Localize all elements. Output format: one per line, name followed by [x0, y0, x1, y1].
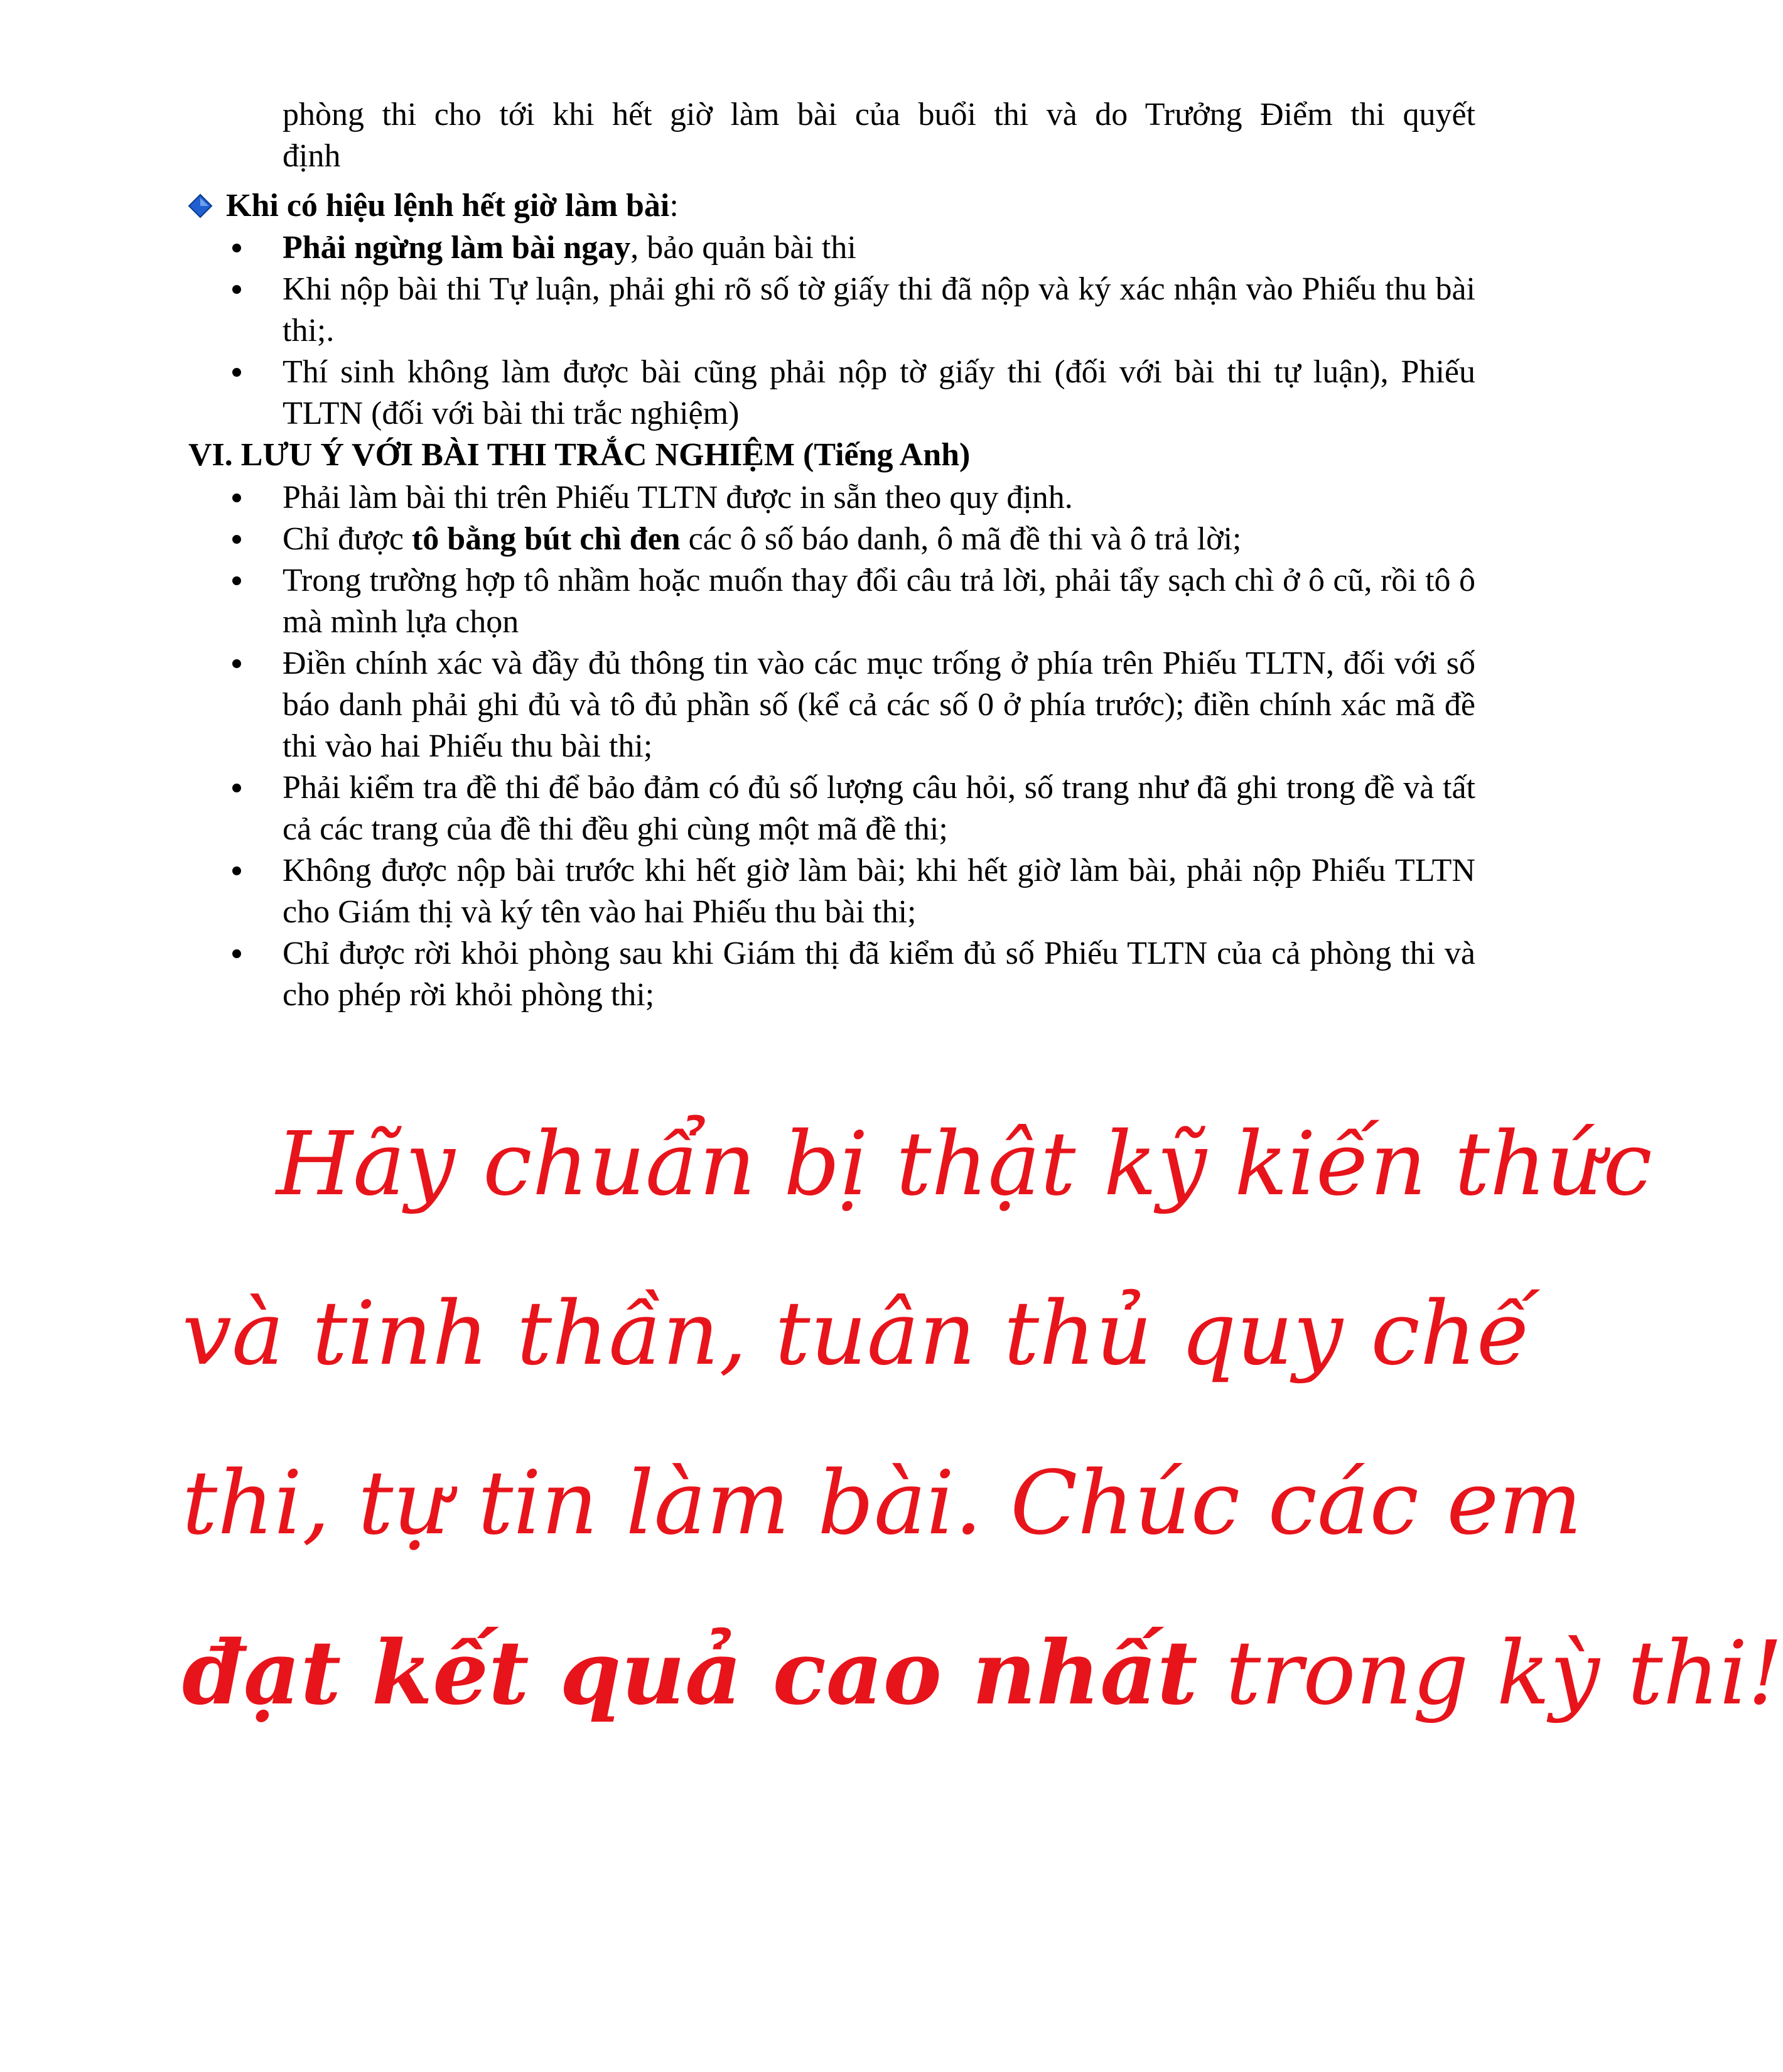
bullet-dot — [232, 368, 241, 377]
bullet-dot — [232, 949, 241, 958]
bullet-dot — [232, 784, 241, 792]
list-item-text: Điền chính xác và đầy đủ thông tin vào các mục trống ở phía trên Phiếu TLTN, đối với số báo danh phải ghi đủ và tô đủ phần số (kể cả các số 0 ở phía trước); điền chính xác mã đề thi vào hai Phiếu thu bài thi; — [283, 645, 1475, 764]
closing-emphasis: đạt kết quả cao nhất — [182, 1622, 1198, 1725]
time-up-list — [226, 227, 1475, 434]
list-item — [226, 643, 1475, 767]
time-up-heading — [188, 185, 679, 227]
list-item — [226, 519, 1475, 560]
list-item-text: Không được nộp bài trước khi hết giờ làm bài; khi hết giờ làm bài, phải nộp Phiếu TLTN cho Giám thị và ký tên vào hai Phiếu thu bài thi; — [283, 853, 1475, 930]
list-item-text: các ô số báo danh, ô mã đề thi và ô trả lời; — [680, 521, 1242, 557]
bullet-dot — [232, 659, 241, 668]
time-up-heading-text: Khi có hiệu lệnh hết giờ làm bài — [226, 188, 670, 224]
intro-line-1: phòng thi cho tới khi hết giờ làm bài của buổi thi và do Trưởng Điểm thi quyết — [283, 97, 1475, 132]
list-item-text: Khi nộp bài thi Tự luận, phải ghi rõ số tờ giấy thi đã nộp và ký xác nhận vào Phiếu thu bài thi;. — [283, 271, 1475, 348]
time-up-heading-colon: : — [669, 188, 679, 224]
list-item-text: Phải kiểm tra đề thi để bảo đảm có đủ số lượng câu hỏi, số trang như đã ghi trong đề và tất cả các trang của đề thi đều ghi cùng một mã đề thi; — [283, 770, 1475, 847]
list-item — [226, 767, 1475, 850]
section-vi-list — [226, 477, 1475, 1016]
list-item — [226, 850, 1475, 933]
closing-line-4-rest: trong kỳ thi! — [1197, 1622, 1783, 1725]
bullet-dot — [232, 866, 241, 875]
bullet-dot — [232, 285, 241, 294]
bullet-dot — [232, 244, 241, 252]
list-item — [226, 269, 1475, 352]
list-item-bold: Phải ngừng làm bài ngay — [283, 230, 631, 266]
list-item-text: Chỉ được rời khỏi phòng sau khi Giám thị đã kiểm đủ số Phiếu TLTN của cả phòng thi và cho phép rời khỏi phòng thi; — [283, 936, 1475, 1013]
closing-line-2: và tinh thần, tuân thủ quy chế — [182, 1283, 1531, 1385]
list-item — [226, 227, 1475, 269]
list-item-text: Phải làm bài thi trên Phiếu TLTN được in sẵn theo quy định. — [283, 480, 1073, 515]
list-item — [226, 933, 1475, 1016]
closing-line-1: Hãy chuẩn bị thật kỹ kiến thức — [276, 1113, 1652, 1216]
intro-line-2: định — [283, 138, 341, 174]
section-vi-heading: VI. LƯU Ý VỚI BÀI THI TRẮC NGHIỆM (Tiếng Anh) — [188, 437, 971, 473]
closing-message — [182, 1080, 1783, 1759]
list-item-text: Trong trường hợp tô nhầm hoặc muốn thay đổi câu trả lời, phải tẩy sạch chì ở ô cũ, rồi tô ô mà mình lựa chọn — [283, 563, 1475, 640]
list-item-text: , bảo quản bài thi — [630, 230, 856, 266]
list-item-bold: tô bằng bút chì đen — [411, 521, 681, 557]
list-item-text: Thí sinh không làm được bài cũng phải nộp tờ giấy thi (đối với bài thi tự luận), Phiếu TLTN (đối với bài thi trắc nghiệm) — [283, 354, 1475, 431]
closing-line-4 — [182, 1589, 1783, 1759]
list-item-text: Chỉ được — [283, 521, 412, 557]
bullet-dot — [232, 535, 241, 544]
bullet-dot — [232, 576, 241, 585]
bullet-dot — [232, 494, 241, 502]
diamond-icon — [188, 194, 212, 218]
list-item — [226, 560, 1475, 643]
list-item — [226, 352, 1475, 434]
closing-line-3: thi, tự tin làm bài. Chúc các em — [182, 1452, 1582, 1555]
list-item — [226, 477, 1475, 519]
